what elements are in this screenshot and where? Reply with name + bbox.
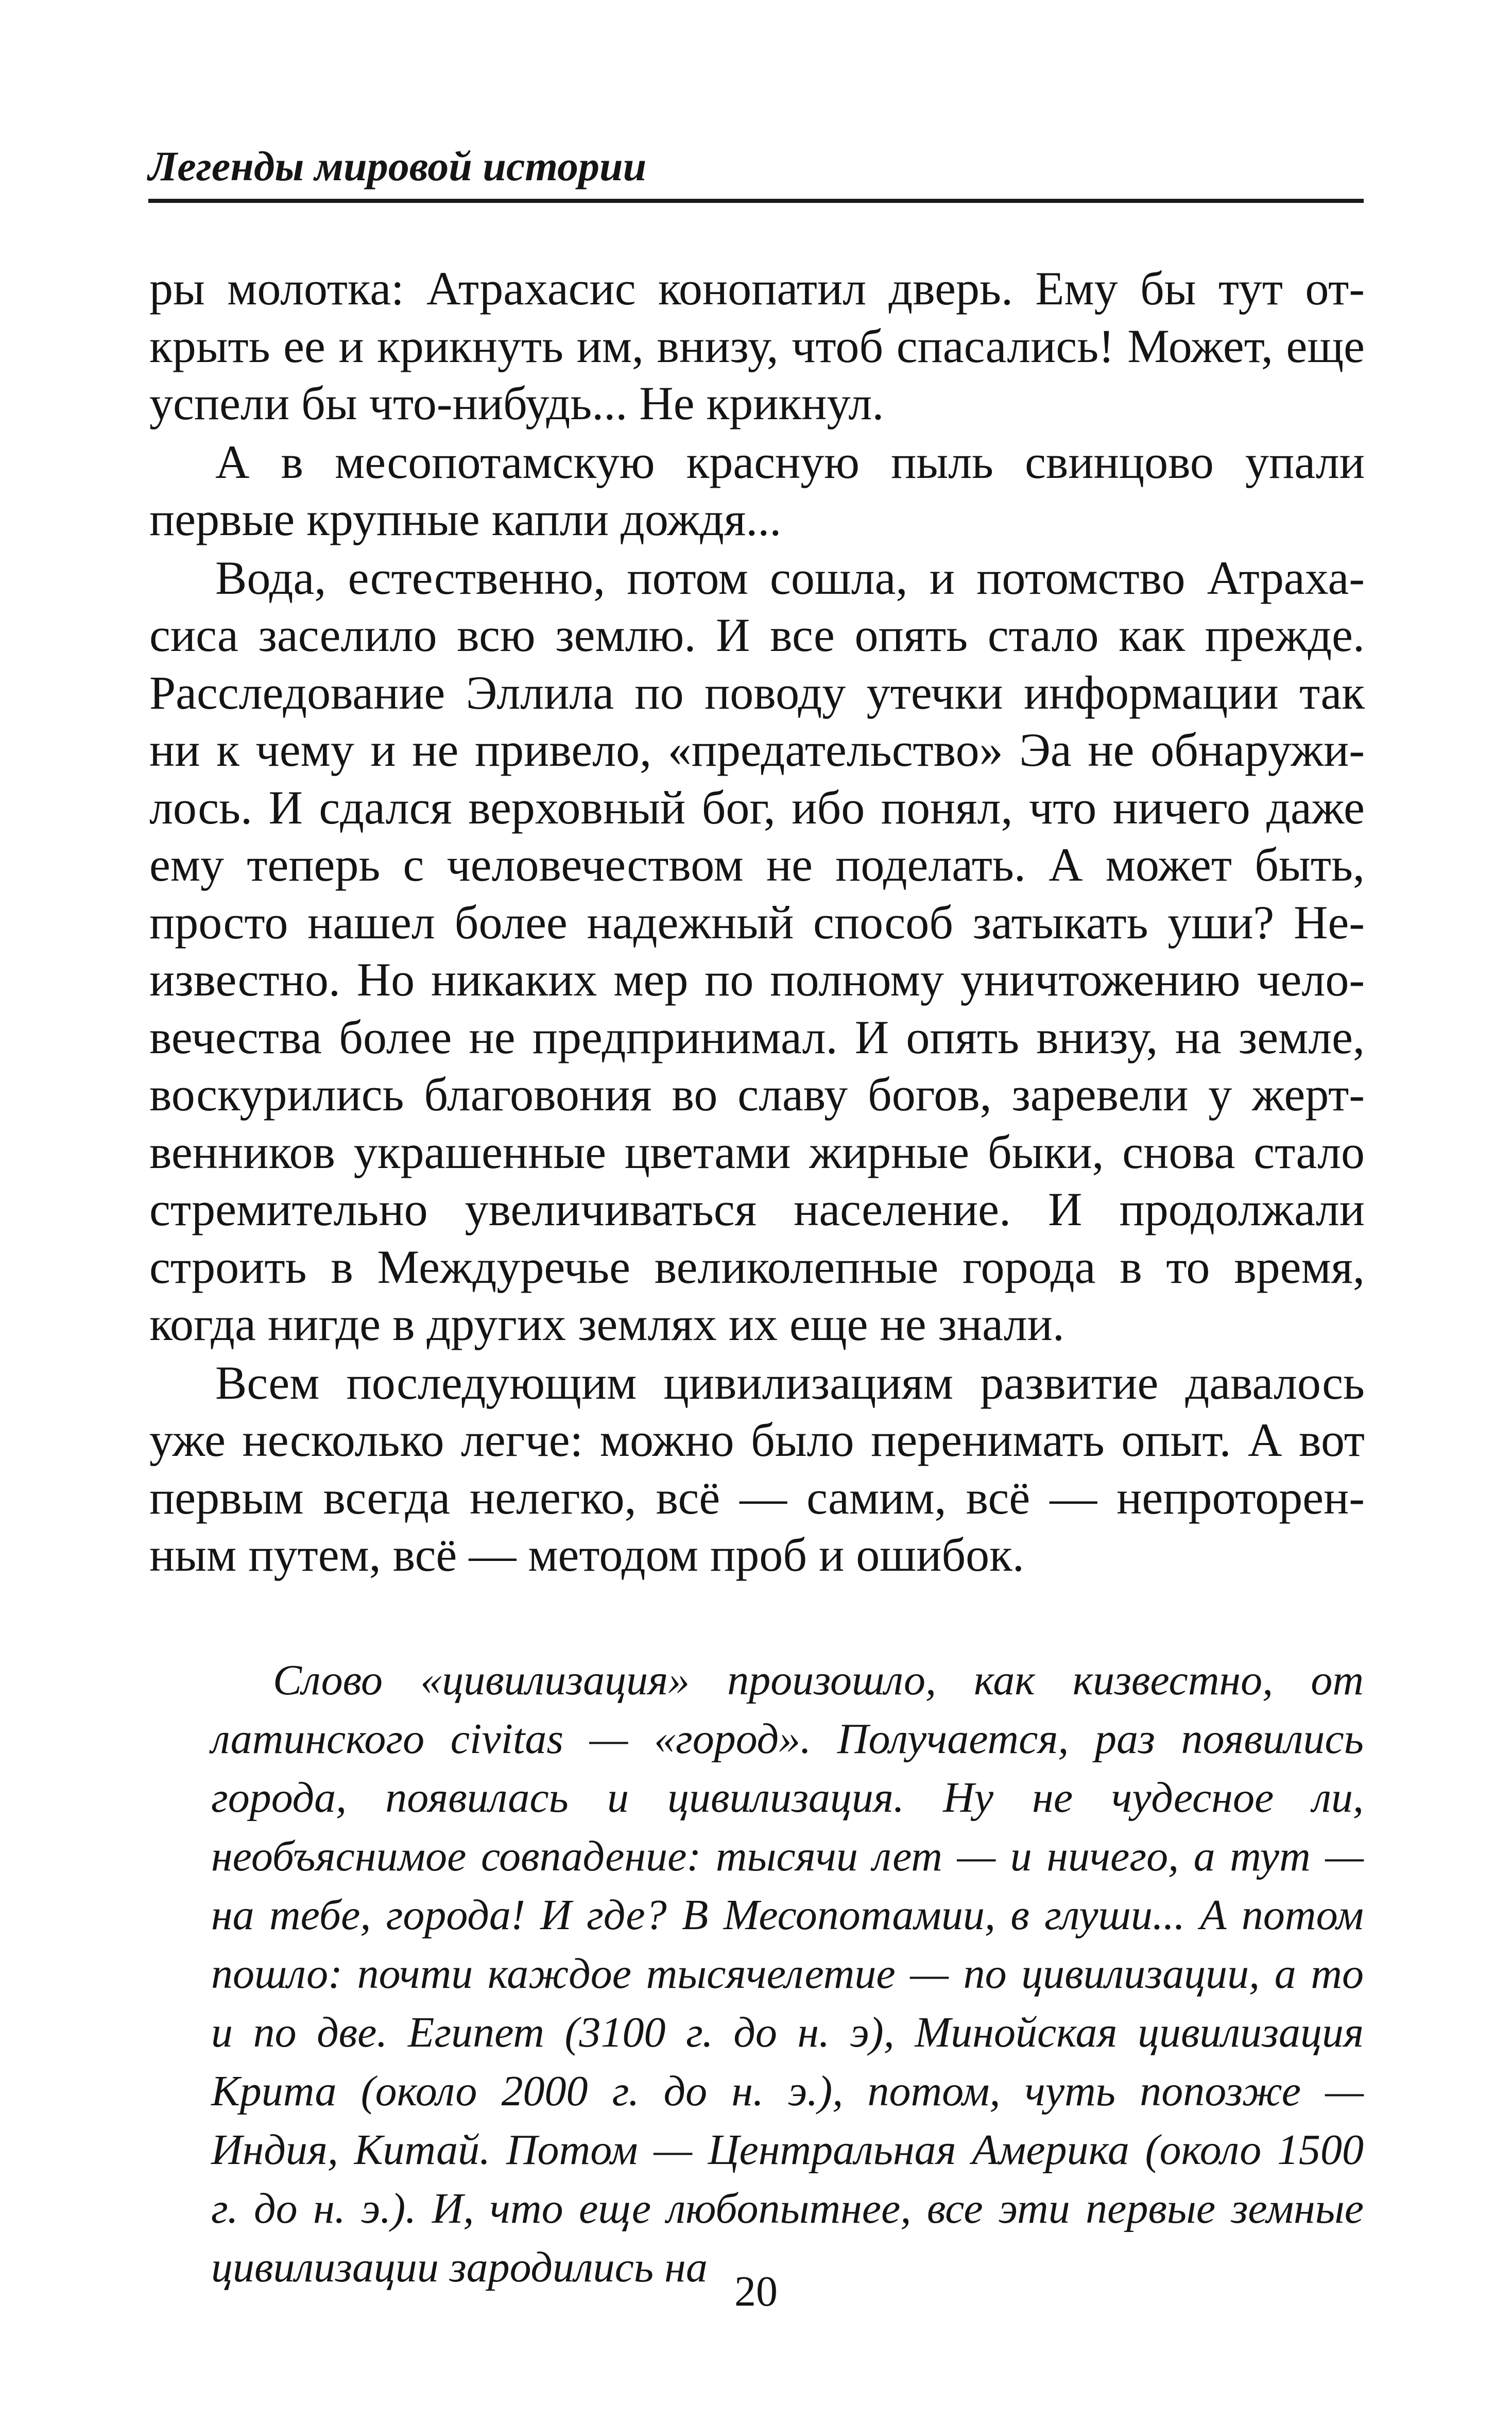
- paragraph-1: ры молотка: Атрахасис конопатил дверь. Ему бы тут открыть ее и крикнуть им, внизу, чтоб спасались! Может, еще успели бы что-нибудь... Не крикнул.: [149, 262, 1365, 430]
- page-number: 20: [734, 2268, 778, 2315]
- main-text: [149, 260, 1365, 1585]
- paragraph-4: Всем последующим цивилизациям развитие давалось уже несколько легче: можно было перенимать опыт. А вот первым всегда нелегко, всё — самим, всё — непроторенным путем, всё — методом проб и ошибок.: [149, 1356, 1365, 1581]
- paragraph-3: Вода, естественно, потом сошла, и потомство Атрахасиса заселило всю землю. И все опять стало как прежде. Расследование Эллила по поводу утечки информации так ни к чему и не привело, «предательство» Эа не обнаружилось. И сдался верховный бог, ибо понял, что ничего даже ему теперь с человечеством не поделать. А может быть, просто нашел более надежный способ затыкать уши? Неизвестно. Но никаких мер по полному уничтожению человечества более не предпринимал. И опять внизу, на земле, воскурились благовония во славу богов, заревели у жертвенников украшенные цветами жирные быки, снова стало стремительно увеличиваться население. И продолжали строить в Междуречье великолепные города в то время, когда нигде в других землях их еще не знали.: [149, 551, 1365, 1350]
- running-header: [148, 138, 1364, 203]
- running-header-title: Легенды мировой истории: [148, 143, 647, 190]
- italic-sidebar-note: [211, 1651, 1364, 2297]
- header-rule: [148, 199, 1364, 203]
- paragraph-2: А в месопотамскую красную пыль свинцово упали первые крупные капли дождя...: [149, 435, 1365, 545]
- note-text: Слово «цивилизация» произошло, как кизвестно, от латинского civitas — «город». Получается, раз появились города, появилась и цивилизация. Ну не чудесное ли, необъяснимое совпадение: тысячи лет — и ничего, а тут — на тебе, города! И где? В Месопотамии, в глуши... А потом пошло: почти каждое тысячелетие — по цивилизации, а то и по две. Египет (3100 г. до н. э), Минойская цивилизация Крита (около 2000 г. до н. э.), потом, чуть попозже — Индия, Китай. Потом — Центральная Америка (около 1500 г. до н. э.). И, что еще любопытнее, все эти первые земные цивилизации зародились на: [211, 1656, 1364, 2291]
